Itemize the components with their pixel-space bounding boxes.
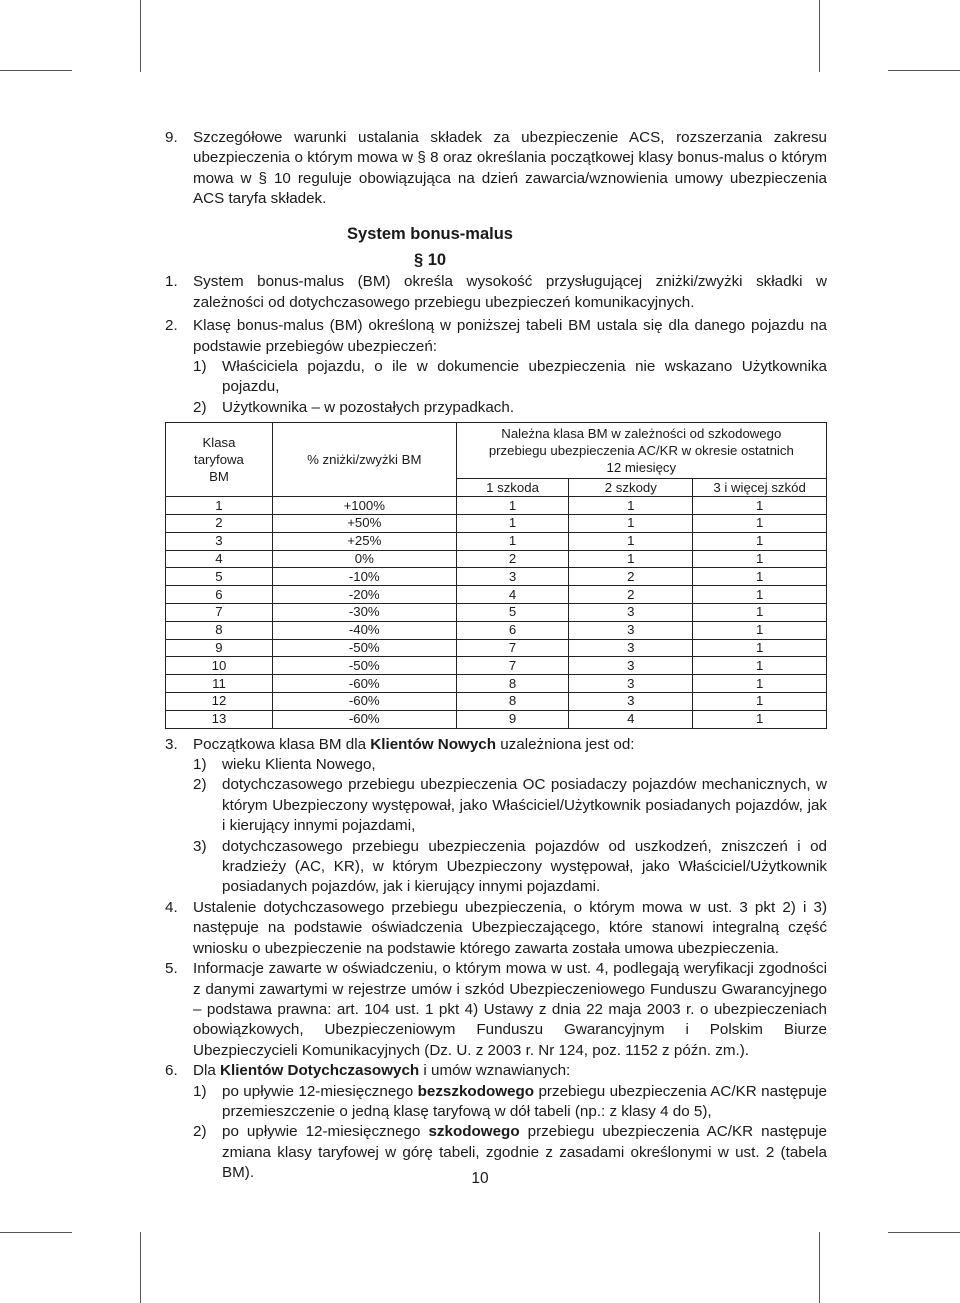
table-cell: 11 [166,675,273,693]
table-cell: 3 [569,639,693,657]
crop-mark-top-left-v [140,0,141,72]
table-cell: 13 [166,710,273,728]
table-cell: 0% [272,550,456,568]
table-cell: -50% [272,657,456,675]
crop-mark-bottom-left-v [140,1232,141,1303]
table-row [166,550,827,568]
paragraph-text: Ustalenie dotychczasowego przebiegu ubezpieczenia, o którym mowa w ust. 3 pkt 2) i 3) następuje na podstawie oświadczenia Ubezpieczającego, które stanowi integralną część wniosku o ubezpieczenie na podstawie którego zawarta została umowa ubezpieczenia. [193,898,827,957]
table-cell: 7 [456,657,569,675]
crop-mark-bottom-right-v [819,1232,820,1303]
table-cell: 1 [456,532,569,550]
paragraph-number: 6. [165,1062,178,1080]
paragraph-9 [165,128,827,210]
table-cell: 1 [693,497,827,515]
list-item: 2) po upływie 12-miesięcznego szkodowego przebiegu ubezpieczenia AC/KR następuje zmiana klasy taryfowej w górę tabeli, zgodnie z zasadami określonymi w ust. 2 (tabela BM). [193,1123,827,1182]
paragraph-number: 9. [165,129,178,146]
crop-mark-top-right-v [819,0,820,72]
list-item: 1) wieku Klienta Nowego, [193,756,376,774]
table-cell: -30% [272,604,456,622]
table-cell: 1 [693,710,827,728]
paragraph-text: Klasę bonus-malus (BM) określoną w poniższej tabeli BM ustala się dla danego pojazdu na podstawie przebiegów ubezpieczeń: [193,317,827,355]
header-class: Klasa taryfowa BM [166,423,273,497]
table-cell: 9 [456,710,569,728]
table-cell: 3 [166,532,273,550]
table-cell: +100% [272,497,456,515]
table-cell: 5 [166,568,273,586]
table-cell: -40% [272,621,456,639]
table-cell: 1 [693,568,827,586]
table-row [166,621,827,639]
paragraph-text: System bonus-malus (BM) określa wysokość przysługującej zniżki/zwyżki składki w zależności od dotychczasowego przebiegu ubezpieczeń komunikacyjnych. [193,273,827,311]
crop-mark-bottom-right-h [888,1232,960,1233]
subheader-1: 1 szkoda [456,479,569,497]
table-row [166,604,827,622]
paragraph-6 [165,1061,827,1081]
table-cell: 1 [693,639,827,657]
table-cell: 4 [166,550,273,568]
table-row [166,515,827,533]
table-cell: 1 [569,550,693,568]
table-cell: 8 [456,693,569,711]
paragraph-2 [165,316,827,357]
list-item: 2) dotychczasowego przebiegu ubezpieczenia OC posiadaczy pojazdów mechanicznych, w którym Ubezpieczony występował, jako Właściciel/Użytkownik posiadanych pojazdów, jak i kierujący innymi pojazdami, [193,776,827,835]
paragraph-number: 5. [165,960,178,978]
table-cell: 3 [456,568,569,586]
section-heading: System bonus-malus [347,224,513,243]
paragraph-1 [165,272,827,313]
table-cell: 1 [569,497,693,515]
table-cell: +25% [272,532,456,550]
subheader-3: 3 i więcej szkód [693,479,827,497]
paragraph-number: 3. [165,735,178,753]
paragraph-text: Dla Klientów Dotychczasowych i umów wznawianych: [193,1062,571,1080]
table-cell: 5 [456,604,569,622]
paragraph-number: 4. [165,898,178,916]
table-cell: 8 [166,621,273,639]
table-cell: 7 [166,604,273,622]
table-cell: -50% [272,639,456,657]
table-row [166,675,827,693]
table-cell: 3 [569,657,693,675]
table-cell: 10 [166,657,273,675]
table-cell: 4 [569,710,693,728]
crop-mark-top-left-h [0,70,72,71]
paragraph-text: Szczegółowe warunki ustalania składek za ubezpieczenie ACS, rozszerzania zakresu ubezpieczenia o którym mowa w § 8 oraz określania początkowej klasy bonus-malus o którym mowa w § 10 reguluje obowiązująca na dzień zawarcia/wznowienia umowy ubezpieczenia ACS taryfa składek. [193,129,827,208]
paragraph-4 [165,898,827,959]
subheader-2: 2 szkody [569,479,693,497]
table-cell: +50% [272,515,456,533]
table-cell: 1 [569,515,693,533]
table-cell: 3 [569,675,693,693]
table-cell: 1 [693,532,827,550]
table-cell: 1 [693,657,827,675]
table-row [166,710,827,728]
table-cell: 1 [166,497,273,515]
table-cell: 3 [569,693,693,711]
table-cell: 9 [166,639,273,657]
header-percent: % zniżki/zwyżki BM [272,423,456,497]
table-cell: 2 [456,550,569,568]
table-cell: 2 [166,515,273,533]
table-cell: 1 [693,693,827,711]
list-item: 2) Użytkownika – w pozostałych przypadkach. [193,398,515,416]
paragraph-number: 1. [165,273,178,291]
table-row [166,657,827,675]
table-cell: 2 [569,568,693,586]
table-row [166,532,827,550]
table-cell: 4 [456,586,569,604]
list-item: 1) po upływie 12-miesięcznego bezszkodowego przebiegu ubezpieczenia AC/KR następuje przemieszczenie o jedną klasę taryfową w dół tabeli (np.: z klasy 4 do 5), [193,1082,827,1120]
table-cell: 1 [569,532,693,550]
paragraph-number: 2. [165,317,178,335]
table-cell: 3 [569,621,693,639]
table-cell: 1 [693,604,827,622]
table-cell: 1 [693,586,827,604]
table-row [166,497,827,515]
paragraph-text: Informacje zawarte w oświadczeniu, o którym mowa w ust. 4, podlegają weryfikacji zgodności z danymi zawartymi w rejestrze umów i szkód Ubezpieczeniowego Funduszu Gwarancyjnego – podstawa prawna: art. 104 ust. 1 pkt 4) Ustawy z dnia 22 maja 2003 r. o ubezpieczeniach obowiązkowych, Ubezpieczeniowym Funduszu Gwarancyjnym i Polskim Biurze Ubezpieczycieli Komunikacyjnych (Dz. U. z 2003 r. Nr 124, poz. 1152 z późn. zm.). [193,960,827,1059]
table-cell: 1 [693,675,827,693]
table-cell: -10% [272,568,456,586]
section-number: § 10 [413,251,447,270]
table-row [166,639,827,657]
table-cell: -60% [272,675,456,693]
page-number: 10 [471,1170,489,1187]
table-row [166,693,827,711]
paragraph-5 [165,959,827,1061]
document-page [165,128,827,1184]
list-item: 1) Właściciela pojazdu, o ile w dokumencie ubezpieczenia nie wskazano Użytkownika pojazdu, [193,358,827,396]
list-item: 3) dotychczasowego przebiegu ubezpieczenia pojazdów od uszkodzeń, zniszczeń i od kradzieży (AC, KR), w którym Ubezpieczony występował, jako Właściciel/Użytkownik posiadanych pojazdów, jak i kierujący innymi pojazdami. [193,837,827,896]
bonus-malus-table [165,422,827,728]
header-group: Należna klasa BM w zależności od szkodowego przebiegu ubezpieczenia AC/KR w okresie ostatnich 12 miesięcy [456,423,826,479]
table-row [166,586,827,604]
paragraph-3 [165,735,827,755]
table-cell: 1 [693,515,827,533]
table-cell: 7 [456,639,569,657]
table-cell: 3 [569,604,693,622]
table-cell: 1 [693,550,827,568]
table-cell: -60% [272,693,456,711]
table-cell: 12 [166,693,273,711]
table-cell: -60% [272,710,456,728]
table-cell: -20% [272,586,456,604]
table-cell: 6 [456,621,569,639]
table-cell: 2 [569,586,693,604]
table-row [166,568,827,586]
crop-mark-bottom-left-h [0,1232,72,1233]
table-cell: 8 [456,675,569,693]
paragraph-text: Początkowa klasa BM dla Klientów Nowych uzależniona jest od: [193,735,635,753]
crop-mark-top-right-h [888,70,960,71]
table-cell: 6 [166,586,273,604]
table-cell: 1 [693,621,827,639]
table-cell: 1 [456,497,569,515]
table-cell: 1 [456,515,569,533]
